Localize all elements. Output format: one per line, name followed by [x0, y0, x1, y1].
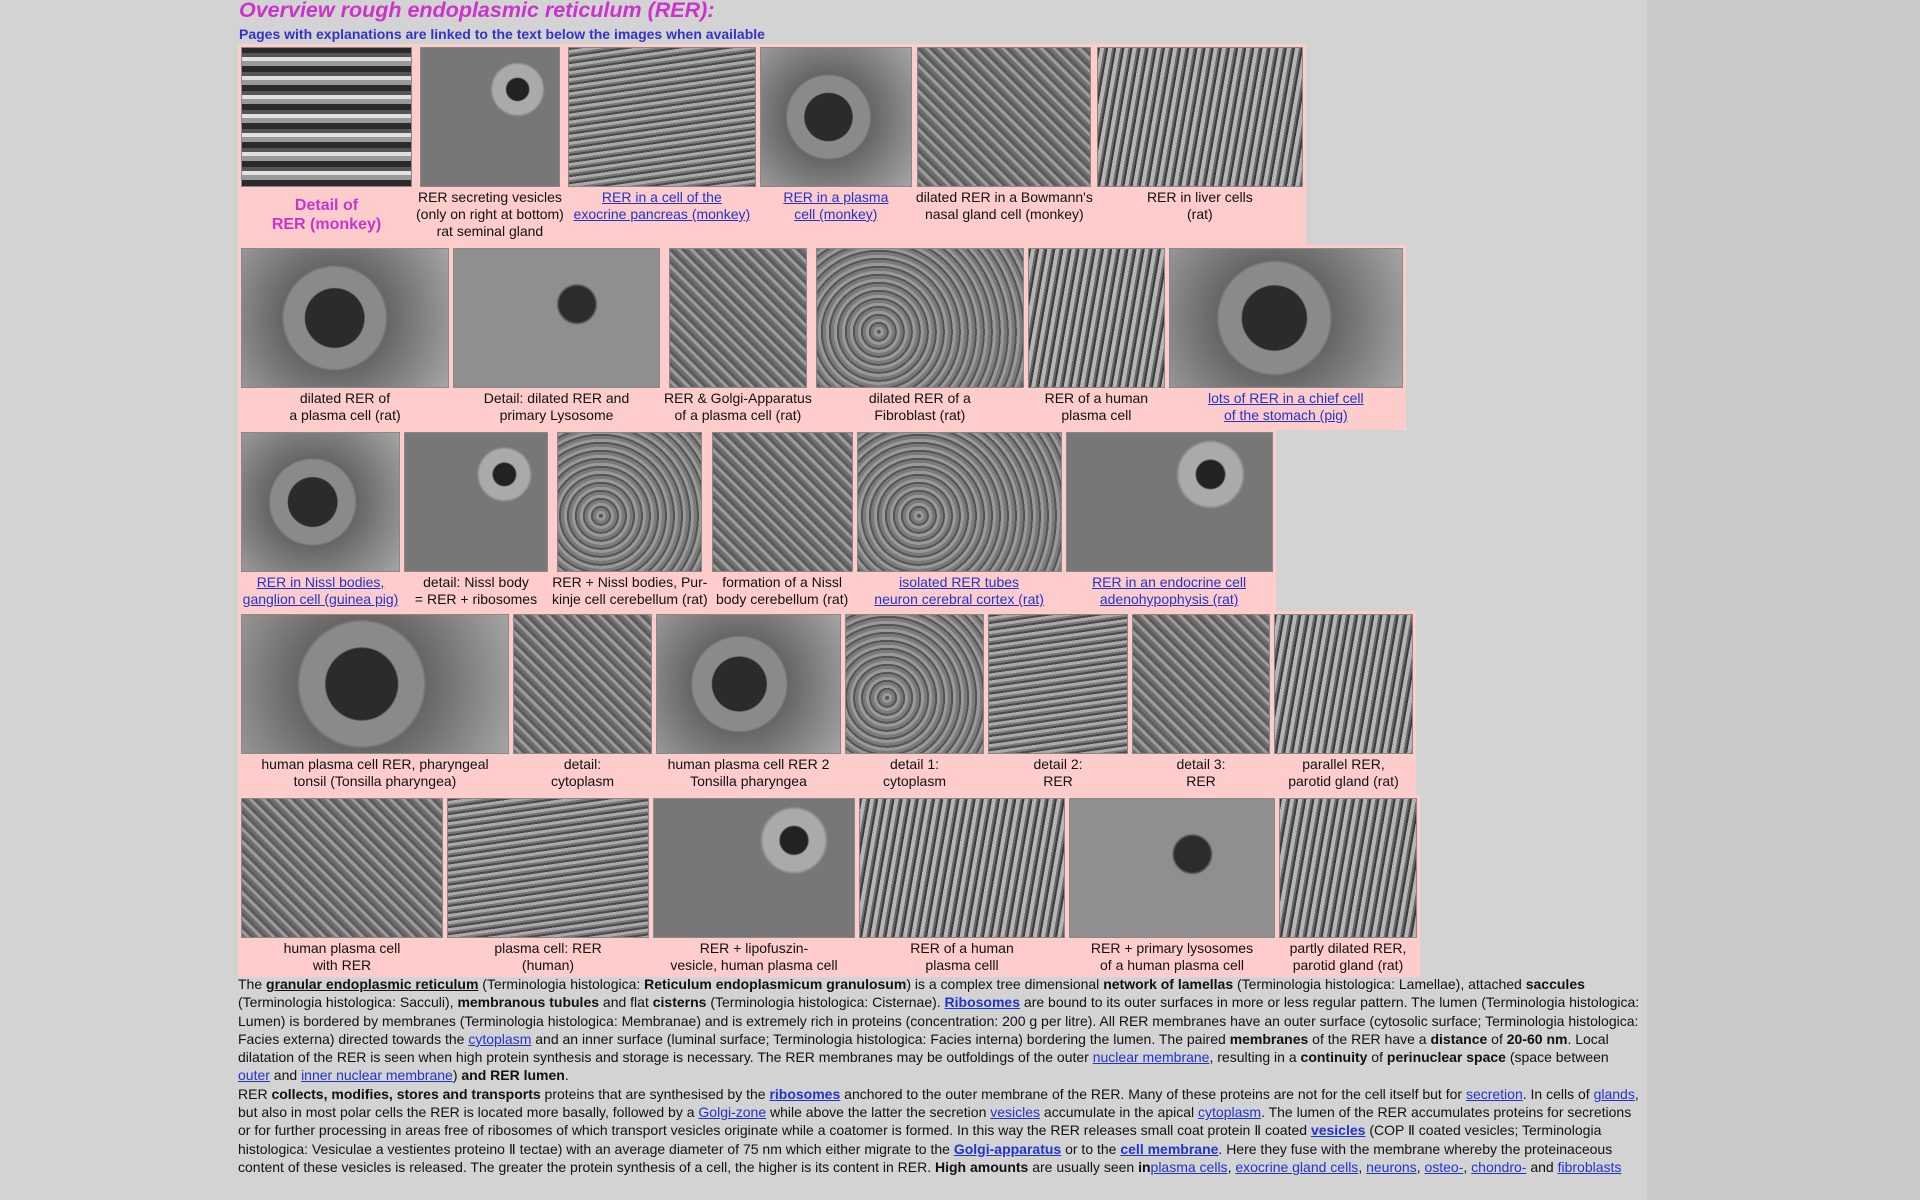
em-thumbnail[interactable]	[1069, 798, 1275, 938]
em-thumbnail[interactable]	[859, 798, 1065, 938]
link-chondro[interactable]: chondro-	[1471, 1158, 1527, 1175]
em-thumbnail[interactable]	[1274, 614, 1413, 754]
image-row-2	[238, 245, 1406, 430]
gallery-caption: RER of a human plasma celll	[910, 940, 1014, 973]
gallery-item	[447, 798, 649, 977]
text-run: accumulate in the apical	[1040, 1104, 1199, 1121]
text-run: . In cells of	[1522, 1085, 1594, 1102]
page-margin	[1647, 0, 1920, 1200]
gallery-item	[1132, 614, 1270, 797]
term-granular-er: granular endoplasmic reticulum	[266, 976, 479, 992]
term-bold: membranous tubules	[457, 994, 600, 1011]
gallery-item[interactable]	[1169, 248, 1403, 430]
link-plasma-cells[interactable]: plasma cells	[1150, 1158, 1228, 1175]
gallery-caption: dilated RER of a plasma cell (rat)	[289, 390, 401, 423]
gallery-caption: RER + lipofuszin- vesicle, human plasma cell	[670, 940, 838, 973]
gallery-item	[845, 614, 984, 797]
gallery-item	[988, 614, 1128, 797]
text-run: or to the	[1061, 1140, 1121, 1157]
text-run: . The lumen of the RER accumulates proteins for secretions or for further processing in areas free of ribosomes of which transport vesicles originate while a coatomer is formed. In this way the RER releases small coat protein Ⅱ coated	[238, 1104, 1632, 1139]
image-row-5	[238, 795, 1420, 977]
paragraph-1	[238, 975, 1643, 1085]
em-thumbnail[interactable]	[816, 248, 1024, 388]
term-bold: Reticulum endoplasmicum granulosum	[644, 976, 907, 992]
gallery-caption: Detail: dilated RER and primary Lysosome	[483, 390, 630, 423]
text-run: (Terminologia histologica: Cisternae).	[706, 994, 945, 1011]
em-thumbnail[interactable]	[1279, 798, 1417, 938]
gallery-caption: dilated RER in a Bowmann's nasal gland cell (monkey)	[915, 189, 1093, 222]
gallery-item	[1028, 248, 1165, 430]
gallery-caption: detail 1: cytoplasm	[882, 756, 947, 789]
gallery-caption: dilated RER of a Fibroblast (rat)	[868, 390, 971, 423]
em-thumbnail[interactable]	[241, 47, 412, 187]
text-run: anchored to the outer membrane of the RER. Many of these proteins are not for the cell itself but for	[840, 1085, 1466, 1102]
page-title: Overview rough endoplasmic reticulum (RER):	[239, 0, 715, 22]
link-nuclear-membrane[interactable]: nuclear membrane	[1092, 1049, 1210, 1066]
em-thumbnail[interactable]	[1169, 248, 1403, 388]
gallery-item	[816, 248, 1024, 430]
em-thumbnail[interactable]	[988, 614, 1128, 754]
gallery-item[interactable]	[1066, 432, 1273, 612]
text-run: ,	[1416, 1158, 1425, 1175]
gallery-caption: detail: Nissl body = RER + ribosomes	[414, 574, 538, 607]
gallery-item	[1069, 798, 1275, 977]
gallery-caption: plasma cell: RER (human)	[494, 940, 602, 973]
link-neurons[interactable]: neurons	[1366, 1158, 1417, 1175]
em-thumbnail[interactable]	[241, 798, 443, 938]
em-thumbnail[interactable]	[653, 798, 855, 938]
text-run: ) is a complex tree dimensional	[906, 976, 1104, 992]
text-run: and	[269, 1067, 302, 1084]
link-cytoplasm[interactable]: cytoplasm	[468, 1030, 532, 1047]
gallery-item[interactable]	[241, 47, 412, 246]
image-row-1	[238, 44, 1306, 246]
page-subtitle: Pages with explanations are linked to the text below the images when available	[239, 26, 765, 42]
em-thumbnail[interactable]	[656, 614, 841, 754]
em-thumbnail[interactable]	[1066, 432, 1273, 572]
text-run: of the RER have a	[1308, 1030, 1431, 1047]
gallery-caption: RER in liver cells (rat)	[1146, 189, 1253, 222]
gallery-caption: formation of a Nissl body cerebellum (rat)	[715, 574, 849, 607]
text-run: . Local dilatation of the RER is seen when high protein synthesis and storage is necessary. The RER membranes may be outfoldings of the outer	[238, 1030, 1609, 1066]
link-fibroblasts[interactable]: fibroblasts	[1557, 1158, 1622, 1175]
link-ribosomes[interactable]: Ribosomes	[944, 994, 1021, 1011]
gallery-item	[859, 798, 1065, 977]
gallery-caption-link[interactable]: lots of RER in a chief cell of the stomach (pig)	[1208, 390, 1364, 423]
gallery-caption: detail 2: RER	[1033, 756, 1083, 789]
gallery-caption: RER + Nissl bodies, Pur- kinje cell cerebellum (rat)	[552, 574, 708, 607]
text-run: proteins that are synthesised by the	[540, 1085, 770, 1102]
gallery-caption: partly dilated RER, parotid gland (rat)	[1289, 940, 1407, 973]
text-run: RER	[238, 1085, 272, 1102]
link-vesicles[interactable]: vesicles	[990, 1104, 1041, 1121]
term-bold: cisterns	[652, 994, 707, 1011]
link-glands[interactable]: glands	[1593, 1085, 1635, 1102]
em-thumbnail[interactable]	[420, 47, 560, 187]
em-thumbnail[interactable]	[241, 248, 449, 388]
em-thumbnail[interactable]	[1132, 614, 1270, 754]
link-cytoplasm[interactable]: cytoplasm	[1198, 1104, 1262, 1121]
gallery-item	[1279, 798, 1417, 977]
em-thumbnail[interactable]	[857, 432, 1062, 572]
paragraph-2	[238, 1085, 1643, 1176]
gallery-caption: detail: cytoplasm	[550, 756, 615, 789]
gallery-caption-link[interactable]: RER in a cell of the exocrine pancreas (monkey)	[573, 189, 751, 222]
gallery-item	[656, 614, 841, 797]
gallery-caption: RER of a human plasma cell	[1044, 390, 1149, 423]
gallery-caption: human plasma cell with RER	[283, 940, 401, 973]
text-run: are usually seen	[1028, 1158, 1139, 1175]
term-bold: saccules	[1525, 976, 1585, 992]
text-run: , but also in most polar cells the RER is located more basally, followed by a	[238, 1085, 1639, 1121]
gallery-item[interactable]	[241, 432, 400, 612]
text-run: . Here they fuse with the membrane whereby the proteinaceous content of these vesicles is released. The greater the protein synthesis of a cell, the higher is its content in RER.	[238, 1140, 1613, 1175]
description-text	[238, 975, 1643, 1176]
text-run: (Terminologia histologica: Sacculi),	[238, 994, 458, 1011]
text-run: The	[238, 976, 267, 992]
term-bold: 20-60 nm	[1506, 1030, 1568, 1047]
em-thumbnail[interactable]	[1028, 248, 1165, 388]
gallery-item	[241, 798, 443, 977]
term-bold: High amounts	[935, 1158, 1029, 1175]
gallery-item	[552, 432, 708, 612]
gallery-item	[513, 614, 652, 797]
link-golgi-zone[interactable]: Golgi-zone	[698, 1104, 767, 1121]
image-row-3	[238, 429, 1276, 612]
gallery-item	[712, 432, 853, 612]
gallery-item[interactable]	[568, 47, 756, 246]
em-thumbnail[interactable]	[404, 432, 548, 572]
gallery-caption: parallel RER, parotid gland (rat)	[1288, 756, 1399, 789]
text-run: of	[1487, 1030, 1507, 1047]
link-exocrine-gland-cells[interactable]: exocrine gland cells	[1235, 1158, 1359, 1175]
gallery-caption-link[interactable]: RER in an endocrine cell adenohypophysis (rat)	[1092, 574, 1247, 607]
term-bold: and RER lumen	[461, 1067, 565, 1084]
gallery-item	[1097, 47, 1303, 246]
gallery-caption[interactable]: Detail of RER (monkey)	[271, 197, 382, 233]
link-vesicles[interactable]: vesicles	[1310, 1122, 1366, 1139]
gallery-item	[241, 614, 509, 797]
link-ribosomes[interactable]: ribosomes	[769, 1085, 841, 1102]
gallery-caption-link[interactable]: isolated RER tubes neuron cerebral cortex (rat)	[874, 574, 1044, 607]
link-outer[interactable]: outer	[238, 1067, 270, 1084]
text-run: are bound to its outer surfaces in more or less regular pattern. The lumen (Terminologia histologica: Lumen) is bordered by membranes (Terminologia histologica: Membranae) and is extremely rich in proteins (concentration: 200 g per litre). All RER membranes have an outer surface (cytosolic surface; Terminologia histologica: Facies externa) directed towards the	[238, 994, 1640, 1047]
text-run: .	[564, 1067, 569, 1084]
text-run: while above the latter the secretion	[766, 1104, 991, 1121]
text-run: of	[1367, 1049, 1387, 1066]
gallery-item	[916, 47, 1093, 246]
em-thumbnail[interactable]	[1097, 47, 1303, 187]
link-osteo[interactable]: osteo-	[1424, 1158, 1464, 1175]
gallery-item	[453, 248, 660, 430]
link-cell-membrane[interactable]: cell membrane	[1120, 1140, 1219, 1157]
gallery-caption-link[interactable]: RER in a plasma cell (monkey)	[783, 189, 889, 222]
text-run: (space between	[1505, 1049, 1609, 1066]
em-thumbnail[interactable]	[845, 614, 984, 754]
link-golgi-apparatus[interactable]: Golgi-apparatus	[953, 1140, 1062, 1157]
gallery-item	[653, 798, 855, 977]
text-run: and	[1526, 1158, 1558, 1175]
em-thumbnail[interactable]	[447, 798, 649, 938]
em-thumbnail[interactable]	[712, 432, 853, 572]
em-thumbnail[interactable]	[917, 47, 1091, 187]
term-bold: network of lamellas	[1103, 976, 1234, 992]
image-row-4	[238, 611, 1416, 797]
text-run: ,	[1463, 1158, 1472, 1175]
text-run: ,	[1358, 1158, 1367, 1175]
gallery-item	[664, 248, 812, 430]
text-run: (Terminologia histologica:	[478, 976, 645, 992]
gallery-caption: human plasma cell RER 2 Tonsilla pharyngea	[667, 756, 830, 789]
term-bold: collects, modifies, stores and transports	[271, 1085, 541, 1102]
gallery-item	[1274, 614, 1413, 797]
text-run: ,	[1227, 1158, 1236, 1175]
term-bold: distance	[1430, 1030, 1488, 1047]
gallery-caption: RER + primary lysosomes of a human plasma cell	[1090, 940, 1254, 973]
em-thumbnail[interactable]	[241, 432, 400, 572]
em-thumbnail[interactable]	[513, 614, 652, 754]
term-bold: in	[1138, 1158, 1151, 1175]
gallery-item	[404, 432, 548, 612]
link-inner-nuclear-membrane[interactable]: inner nuclear membrane	[301, 1067, 453, 1084]
em-thumbnail[interactable]	[568, 47, 756, 187]
gallery-caption: human plasma cell RER, pharyngeal tonsil (Tonsilla pharyngea)	[261, 756, 489, 789]
text-run: and an inner surface (luminal surface; Terminologia histologica: Facies interna) bordering the lumen. The paired	[531, 1030, 1230, 1047]
text-run: and flat	[599, 994, 653, 1011]
text-run: )	[452, 1067, 462, 1084]
gallery-item	[241, 248, 449, 430]
text-run: (COP Ⅱ coated vesicles; Terminologia histologica: Vesiculae a vestientes proteino Ⅱ tectae) with an average diameter of 75 nm which either migrate to the	[238, 1122, 1602, 1157]
gallery-caption: RER secreting vesicles (only on right at bottom) rat seminal gland	[416, 189, 564, 239]
gallery-item[interactable]	[857, 432, 1062, 612]
gallery-caption: detail 3: RER	[1176, 756, 1226, 789]
term-bold: continuity	[1300, 1049, 1368, 1066]
em-thumbnail[interactable]	[760, 47, 912, 187]
link-secretion[interactable]: secretion	[1465, 1085, 1523, 1102]
gallery-item	[416, 47, 564, 246]
text-run: (Terminologia histologica: Lamellae), attached	[1233, 976, 1526, 992]
em-thumbnail[interactable]	[241, 614, 509, 754]
em-thumbnail[interactable]	[669, 248, 807, 388]
text-run: , resulting in a	[1209, 1049, 1301, 1066]
em-thumbnail[interactable]	[453, 248, 660, 388]
gallery-caption: RER & Golgi-Apparatus of a plasma cell (rat)	[664, 390, 812, 423]
gallery-item[interactable]	[760, 47, 912, 246]
term-bold: membranes	[1229, 1030, 1309, 1047]
em-thumbnail[interactable]	[557, 432, 702, 572]
term-bold: perinuclear space	[1386, 1049, 1506, 1066]
gallery-caption-link[interactable]: RER in Nissl bodies, ganglion cell (guinea pig)	[242, 574, 399, 607]
